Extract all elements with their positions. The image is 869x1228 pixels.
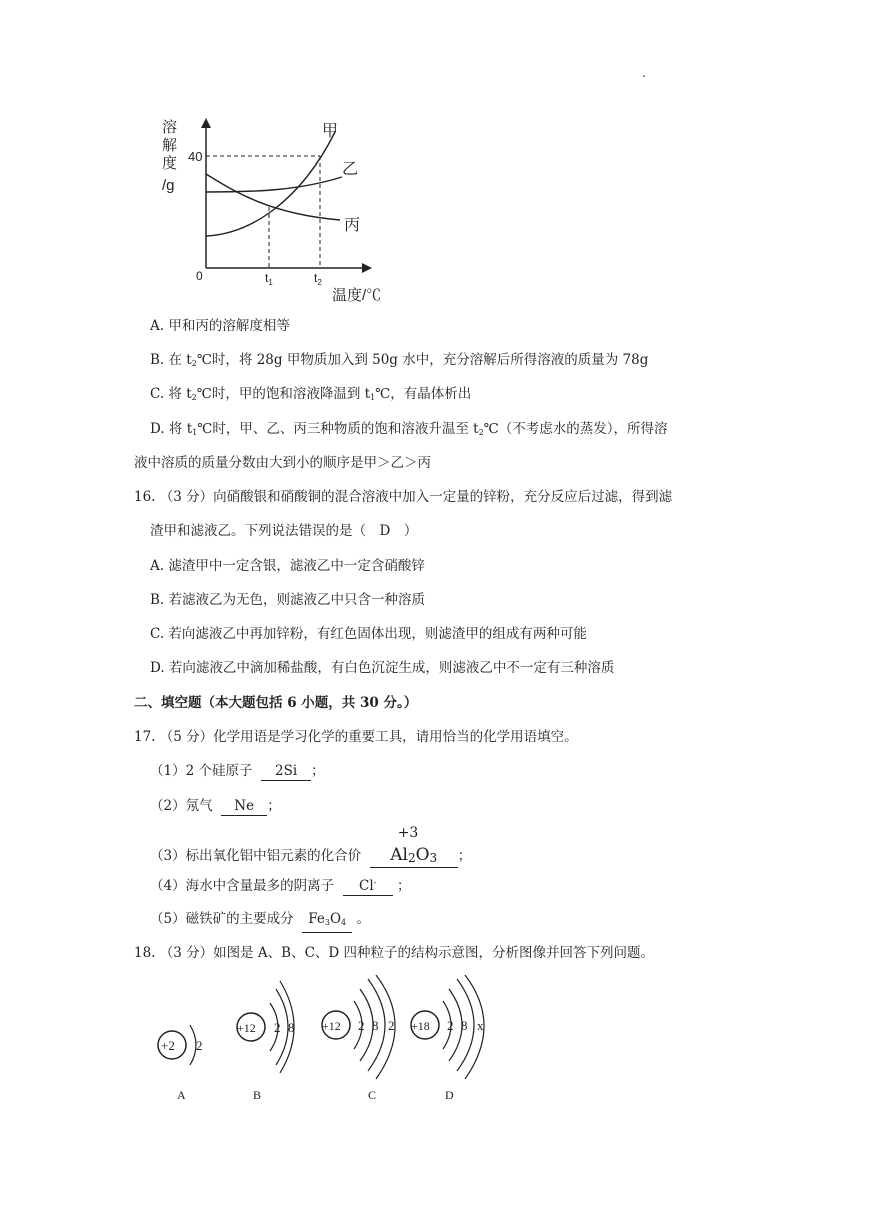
q15-option-b: B. 在 $t_2℃$时，将 28g 甲物质加入到 50g 水中，充分溶解后所得溶液的质量为 78g	[150, 352, 649, 368]
atom-d	[411, 975, 484, 1102]
header-dot: .	[642, 66, 646, 80]
q17-item-4: （4）海水中含量最多的阴离子 Cl- ；	[150, 874, 410, 896]
svg-text:2: 2	[447, 1018, 454, 1033]
svg-text:+12: +12	[322, 1019, 341, 1033]
q17-item-2: （2）氖气 Ne ；	[150, 798, 281, 814]
svg-text:+2: +2	[161, 1038, 175, 1053]
y-tick-40: 40	[188, 149, 203, 164]
svg-text:8: 8	[288, 1020, 295, 1035]
q16-option-d: D. 若向滤液乙中滴加稀盐酸，有白色沉淀生成，则滤液乙中不一定有三种溶质	[150, 660, 615, 676]
x-tick-t1: $t_1$	[265, 271, 273, 287]
q16-stem-2: 渣甲和滤液乙。下列说法错误的是（ D ）	[150, 523, 418, 539]
q16-option-b: B. 若滤液乙为无色，则滤液乙中只含一种溶质	[150, 592, 426, 608]
atom-structure-diagrams	[140, 975, 500, 1115]
svg-text:8: 8	[372, 1018, 379, 1033]
svg-text:2: 2	[388, 1018, 395, 1033]
svg-text:B: B	[253, 1088, 262, 1102]
q16-option-c: C. 若向滤液乙中再加锌粉，有红色固体出现，则滤渣甲的组成有两种可能	[150, 626, 587, 642]
y-axis-arrow	[201, 118, 211, 128]
q17-item-5: （5）磁铁矿的主要成分 $Fe_3O_4$ 。	[150, 909, 370, 933]
q17-answer-2: Ne	[221, 797, 267, 816]
q17-item-1: （1）2 个硅原子 2Si ；	[150, 763, 325, 779]
x-axis-arrow	[362, 263, 372, 273]
q16-option-a: A. 滤渣甲中一定含银，滤液乙中一定含硝酸锌	[150, 558, 425, 574]
x-axis-label: 温度/℃	[332, 287, 382, 304]
q15-option-d: D. 将 $t_1℃$时，甲、乙、丙三种物质的饱和溶液升温至 $t_2℃$（不考虑水的蒸发），所得溶	[150, 421, 668, 437]
series-jia-label: 甲	[322, 123, 339, 140]
q17-answer-5: $Fe_3O_4$	[302, 910, 352, 933]
atom-c	[322, 975, 395, 1102]
q17-stem: 17. （5 分）化学用语是学习化学的重要工具，请用恰当的化学用语填空。	[134, 729, 578, 745]
q15-option-a: A. 甲和丙的溶解度相等	[150, 318, 290, 334]
q15-option-c: C. 将 $t_2℃$时，甲的饱和溶液降温到 $t_1℃$，有晶体析出	[150, 386, 472, 402]
svg-text:A: A	[177, 1088, 186, 1102]
origin-label: 0	[196, 269, 203, 283]
svg-text:2: 2	[274, 1020, 281, 1035]
q17-answer-4: Cl-	[343, 874, 393, 896]
q18-stem: 18. （3 分）如图是 A、B、C、D 四种粒子的结构示意图，分析图像并回答下列问题。	[134, 945, 655, 961]
section-title: 二、填空题（本大题包括 6 小题，共 30 分。）	[134, 695, 418, 711]
svg-text:x: x	[477, 1018, 484, 1033]
q17-item-3: （3）标出氧化铝中铝元素的化合价 +3 Al2O3 ；	[150, 846, 471, 868]
svg-text:+12: +12	[237, 1021, 256, 1035]
svg-text:D: D	[445, 1088, 454, 1102]
y-axis-label-4: /g	[162, 177, 175, 194]
x-tick-t2: $t_2$	[314, 271, 322, 287]
svg-text:8: 8	[461, 1018, 468, 1033]
solubility-chart	[150, 112, 400, 312]
y-axis-label-2: 解	[162, 137, 178, 154]
q15-option-d-cont: 液中溶质的质量分数由大到小的顺序是甲＞乙＞丙	[134, 455, 431, 471]
atom-b	[237, 981, 295, 1102]
q17-answer-1: 2Si	[261, 762, 311, 781]
series-yi-curve	[206, 177, 342, 192]
svg-text:+18: +18	[411, 1019, 430, 1033]
series-yi-label: 乙	[342, 161, 359, 178]
atom-a	[158, 1025, 203, 1102]
series-bing-label: 丙	[344, 217, 361, 234]
q17-answer-3: +3 Al2O3	[370, 846, 458, 868]
svg-text:2: 2	[358, 1018, 365, 1033]
y-axis-label-3: 度	[162, 155, 178, 172]
svg-text:2: 2	[196, 1038, 203, 1053]
y-axis-label-1: 溶	[162, 119, 178, 136]
svg-text:C: C	[368, 1088, 377, 1102]
q16-stem-1: 16. （3 分）向硝酸银和硝酸铜的混合溶液中加入一定量的锌粉，充分反应后过滤，得到滤	[134, 489, 673, 505]
